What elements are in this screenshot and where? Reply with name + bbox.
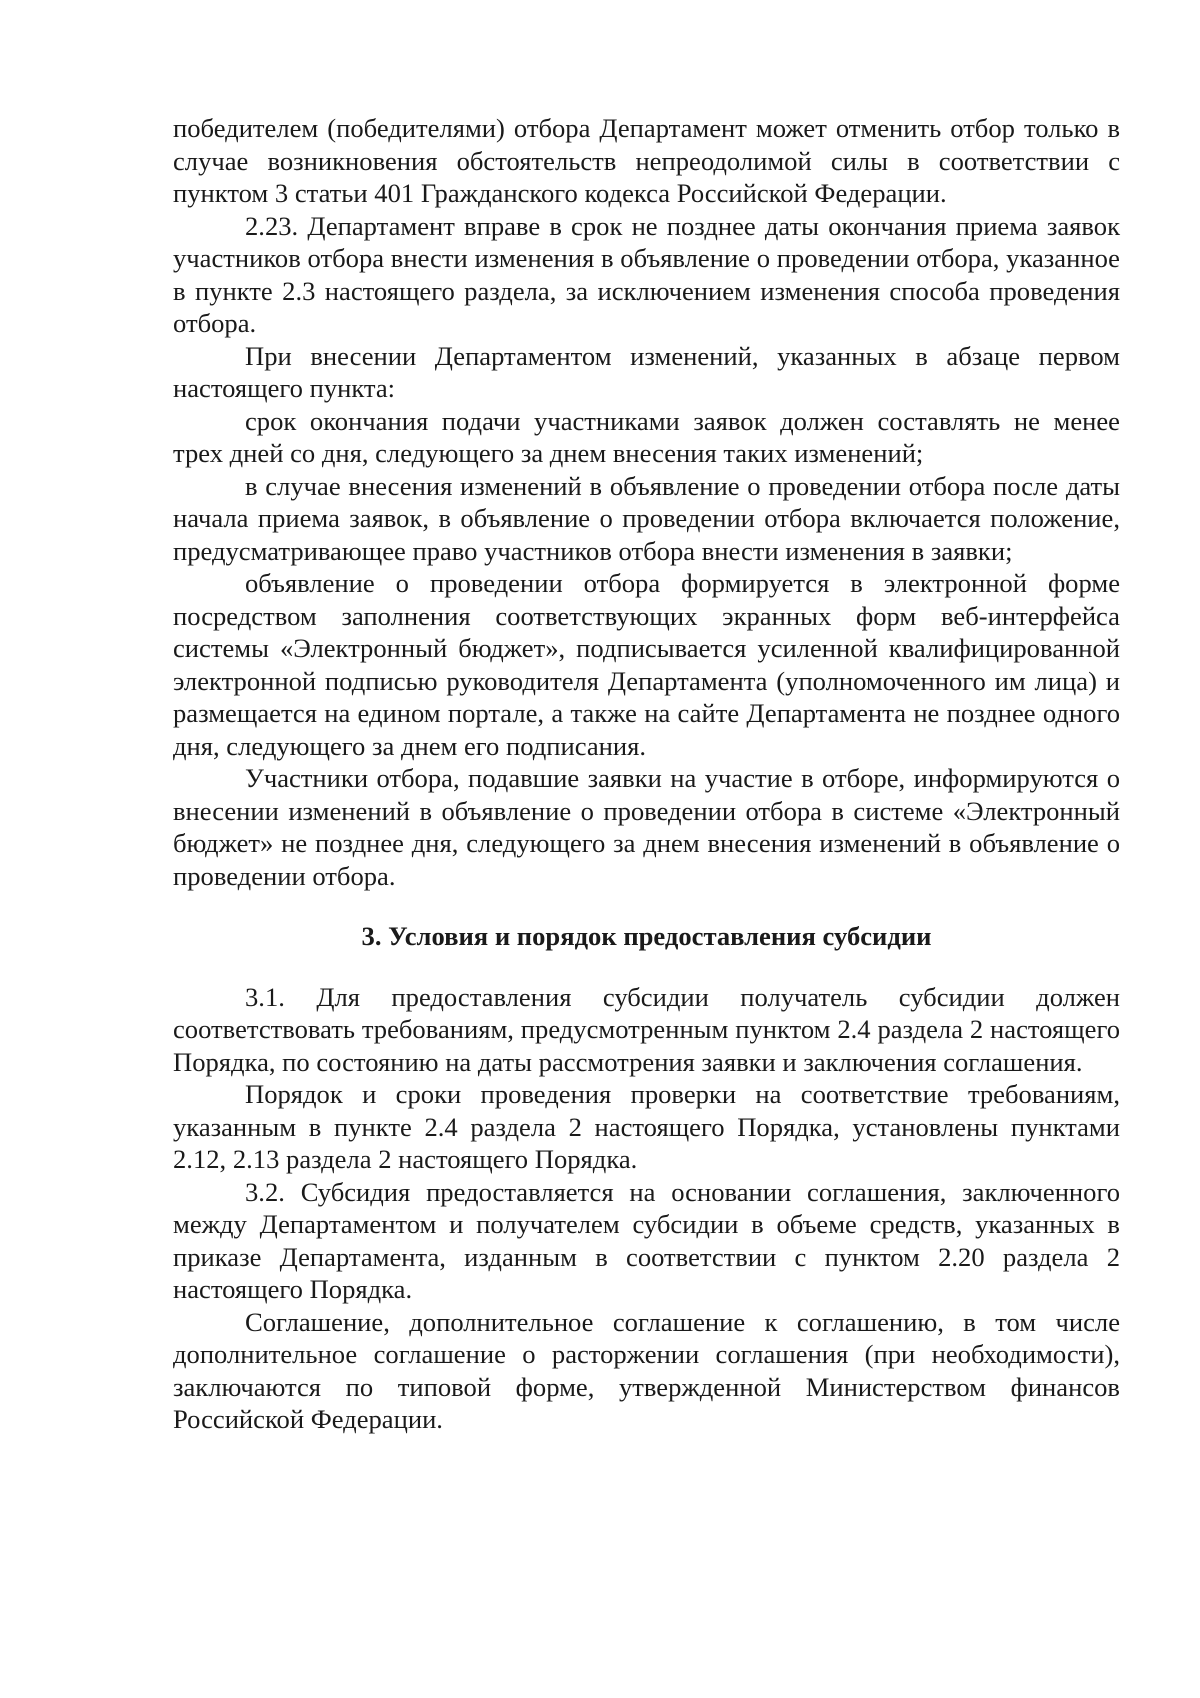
paragraph: в случае внесения изменений в объявление о проведении отбора после даты начала приема заявок, в объявление о проведении отбора включается положение, предусматривающее право участников отбора внести изменения в заявки; [173,470,1120,566]
paragraph: При внесении Департаментом изменений, указанных в абзаце первом настоящего пункта: [173,340,1120,403]
paragraph: Участники отбора, подавшие заявки на участие в отборе, информируются о внесении изменений в объявление о проведении отбора в системе «Электронный бюджет» не позднее дня, следующего за днем внесения изменений в объявление о проведении отбора. [173,763,1120,891]
paragraph: срок окончания подачи участниками заявок должен составлять не менее трех дней со дня, следующего за днем внесения таких изменений; [173,405,1120,468]
paragraph: Соглашение, дополнительное соглашение к соглашению, в том числе дополнительное соглашение о расторжении соглашения (при необходимости), заключаются по типовой форме, утвержденной Министерством финансов Российской Федерации. [173,1306,1120,1434]
paragraph: Порядок и сроки проведения проверки на соответствие требованиям, указанным в пункте 2.4 раздела 2 настоящего Порядка, установлены пунктами 2.12, 2.13 раздела 2 настоящего Порядка. [173,1079,1120,1174]
paragraph: объявление о проведении отбора формируется в электронной форме посредством заполнения соответствующих экранных форм веб-интерфейса системы «Электронный бюджет», подписывается усиленной квалифицированной электронной подписью руководителя Департамента (уполномоченного им лица) и размещается на едином портале, а также на сайте Департамента не позднее одного дня, следующего за днем его подписания. [173,568,1120,761]
section-3-heading: 3. Условия и порядок предоставления субсидии [361,921,932,951]
section-3-body [173,981,1120,1436]
paragraph-clause-2-23: 2.23. Департамент вправе в срок не позднее даты окончания приема заявок участников отбора внести изменения в объявление о проведении отбора, указанное в пункте 2.3 настоящего раздела, за исключением изменения способа проведения отбора. [173,210,1120,338]
document-page [173,112,1120,1436]
paragraph-clause-3-1: 3.1. Для предоставления субсидии получатель субсидии должен соответствовать требованиям, предусмотренным пунктом 2.4 раздела 2 настоящего Порядка, по состоянию на даты рассмотрения заявки и заключения соглашения. [173,981,1120,1077]
paragraph-clause-3-2: 3.2. Субсидия предоставляется на основании соглашения, заключенного между Департаментом и получателем субсидии в объеме средств, указанных в приказе Департамента, изданным в соответствии с пунктом 2.20 раздела 2 настоящего Порядка. [173,1176,1120,1304]
paragraph: победителем (победителями) отбора Департамент может отменить отбор только в случае возникновения обстоятельств непреодолимой силы в соответствии с пунктом 3 статьи 401 Гражданского кодекса Российской Федерации. [173,113,1120,208]
section-2-continuation [173,112,1120,892]
